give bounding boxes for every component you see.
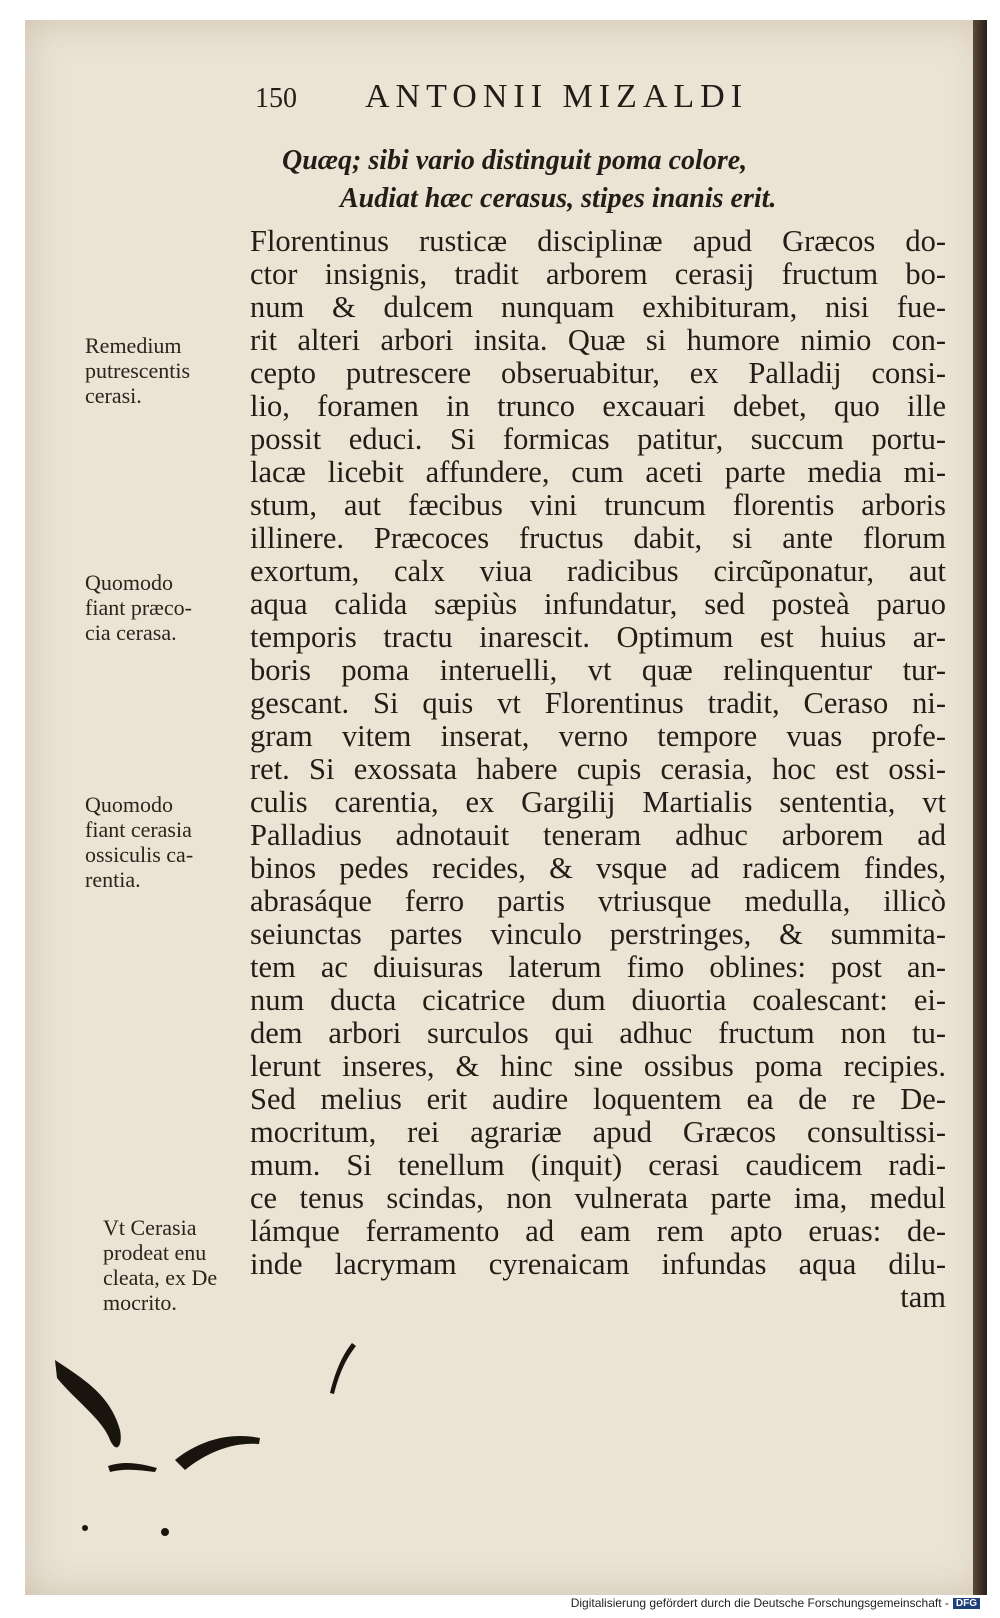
body-line: gram vitem inserat, verno tempore vuas profe- bbox=[250, 719, 946, 753]
margin-note-line: cerasi. bbox=[85, 383, 142, 408]
body-line: boris poma interuelli, vt quæ relinquentur tur- bbox=[250, 653, 946, 687]
margin-note-line: fiant præco- bbox=[85, 595, 192, 620]
page-number: 150 bbox=[255, 83, 297, 114]
margin-note-line: cleata, ex De bbox=[103, 1265, 218, 1290]
body-text bbox=[250, 225, 946, 1314]
body-line: temporis tractu inarescit. Optimum est huius ar- bbox=[250, 620, 946, 654]
body-line: binos pedes recides, & vsque ad radicem findes, bbox=[250, 851, 946, 885]
page-header bbox=[255, 78, 748, 116]
margin-note-line: ossiculis ca- bbox=[85, 842, 194, 867]
body-line: possit educi. Si formicas patitur, succum portu- bbox=[250, 422, 946, 456]
verse-line-1: Quæq; sibi vario distinguit poma colore, bbox=[282, 145, 748, 176]
body-line: lerunt inseres, & hinc sine ossibus poma recipies. bbox=[250, 1049, 946, 1083]
margin-note-line: rentia. bbox=[85, 867, 141, 892]
margin-note-line: prodeat enu bbox=[103, 1240, 207, 1265]
margin-note-line: Quomodo bbox=[85, 570, 173, 595]
body-line: mum. Si tenellum (inquit) cerasi caudicem radi- bbox=[250, 1148, 946, 1182]
body-line: num ducta cicatrice dum diuortia coalescant: ei- bbox=[250, 983, 946, 1017]
margin-note-line: putrescentis bbox=[85, 358, 191, 383]
body-line: aqua calida sæpiùs infundatur, sed posteà paruo bbox=[250, 587, 946, 621]
body-line: gescant. Si quis vt Florentinus tradit, Ceraso ni- bbox=[250, 686, 946, 720]
footer-text: Digitalisierung gefördert durch die Deutsche Forschungsgemeinschaft - bbox=[570, 1596, 949, 1610]
body-line: inde lacrymam cyrenaicam infundas aqua dilu- bbox=[250, 1247, 946, 1281]
running-title: ANTONII MIZALDI bbox=[365, 78, 749, 115]
margin-note-line: fiant cerasia bbox=[85, 817, 192, 842]
body-line: culis carentia, ex Gargilij Martialis sententia, vt bbox=[250, 785, 946, 819]
body-line: lacæ licebit affundere, cum aceti parte media mi- bbox=[250, 455, 946, 489]
body-line: tem ac diuisuras laterum fimo oblines: post an- bbox=[250, 950, 946, 984]
margin-note bbox=[85, 570, 255, 645]
body-line: rit alteri arbori insita. Quæ si humore nimio con- bbox=[250, 323, 946, 357]
body-line: mocritum, rei agrariæ apud Græcos consultissi- bbox=[250, 1115, 946, 1149]
margin-note-line: Vt Cerasia bbox=[103, 1215, 197, 1240]
verse-line-2: Audiat hæc cerasus, stipes inanis erit. bbox=[340, 183, 777, 214]
body-line: illinere. Præcoces fructus dabit, si ante florum bbox=[250, 521, 946, 555]
ink-stroke bbox=[322, 1338, 362, 1398]
margin-note-line: Quomodo bbox=[85, 792, 173, 817]
body-line: stum, aut fæcibus vini truncum florentis arboris bbox=[250, 488, 946, 522]
body-line: dem arbori surculos qui adhuc fructum non tu- bbox=[250, 1016, 946, 1050]
body-line: cepto putrescere obseruabitur, ex Palladij consi- bbox=[250, 356, 946, 390]
margin-note bbox=[85, 333, 255, 408]
margin-note-line: cia cerasa. bbox=[85, 620, 177, 645]
margin-note-line: Remedium bbox=[85, 333, 182, 358]
catchword: tam bbox=[900, 1280, 946, 1314]
body-line: seiunctas partes vinculo perstringes, & summita- bbox=[250, 917, 946, 951]
body-line: num & dulcem nunquam exhibituram, nisi fue- bbox=[250, 290, 946, 324]
dfg-logo: DFG bbox=[953, 1598, 980, 1609]
margin-note bbox=[85, 792, 255, 892]
body-line: ctor insignis, tradit arborem cerasij fructum bo- bbox=[250, 257, 946, 291]
margin-note-line: mocrito. bbox=[103, 1290, 177, 1315]
body-line: exortum, calx viua radicibus circũponatur, aut bbox=[250, 554, 946, 588]
body-line: Palladius adnotauit teneram adhuc arborem ad bbox=[250, 818, 946, 852]
digitization-footer bbox=[571, 1596, 980, 1610]
ink-stains bbox=[25, 1320, 265, 1550]
body-line: lio, foramen in trunco excauari debet, quo ille bbox=[250, 389, 946, 423]
body-line: lámque ferramento ad eam rem apto eruas: de- bbox=[250, 1214, 946, 1248]
body-line: ret. Si exossata habere cupis cerasia, hoc est ossi- bbox=[250, 752, 946, 786]
body-line: Sed melius erit audire loquentem ea de re De- bbox=[250, 1082, 946, 1116]
margin-note bbox=[103, 1215, 273, 1315]
body-line: ce tenus scindas, non vulnerata parte ima, medul bbox=[250, 1181, 946, 1215]
page-edge-shadow bbox=[973, 20, 987, 1595]
body-line: abrasáque ferro partis vtriusque medulla, illicò bbox=[250, 884, 946, 918]
body-line: Florentinus rusticæ disciplinæ apud Græcos do- bbox=[250, 224, 946, 258]
